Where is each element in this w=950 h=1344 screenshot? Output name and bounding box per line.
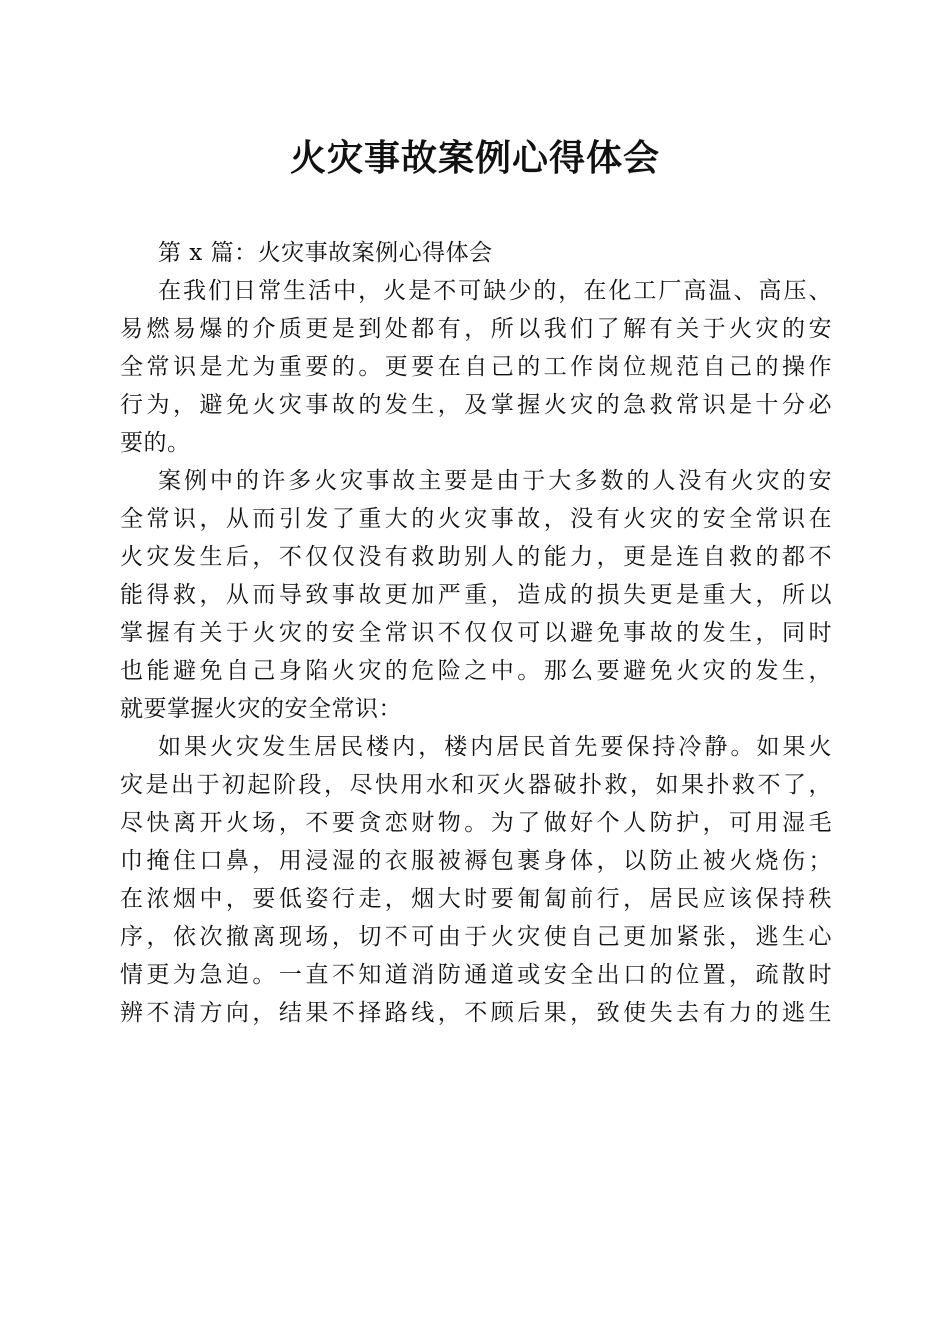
text-line: 全常识，从而引发了重大的火灾事故，没有火灾的安全常识在 — [120, 506, 832, 532]
text-line: 能得救，从而导致事故更加严重，造成的损失更是重大，所以 — [120, 582, 832, 608]
text-line: 如果火灾发生居民楼内，楼内居民首先要保持冷静。如果火 — [158, 734, 832, 760]
text-line: 掌握有关于火灾的安全常识不仅仅可以避免事故的发生，同时 — [120, 620, 832, 646]
text-line: 情更为急迫。一直不知道消防通道或安全出口的位置，疏散时 — [120, 962, 832, 988]
document-body — [120, 234, 832, 1032]
text-line: 灾是出于初起阶段，尽快用水和灭火器破扑救，如果扑救不了， — [120, 772, 832, 798]
text-line: 尽快离开火场，不要贪恋财物。为了做好个人防护，可用湿毛 — [120, 810, 832, 836]
text-line: 巾掩住口鼻，用浸湿的衣服被褥包裹身体，以防止被火烧伤； — [120, 848, 832, 874]
text-line: 行为，避免火灾事故的发生，及掌握火灾的急救常识是十分必 — [120, 392, 832, 418]
text-line: 序，依次撤离现场，切不可由于火灾使自己更加紧张，逃生心 — [120, 924, 832, 950]
text-line: 也能避免自己身陷火灾的危险之中。那么要避免火灾的发生， — [120, 658, 832, 684]
text-line: 易燃易爆的介质更是到处都有，所以我们了解有关于火灾的安 — [120, 316, 832, 342]
text-line: 辨不清方向，结果不择路线，不顾后果，致使失去有力的逃生 — [120, 1000, 832, 1026]
text-line: 要的。 — [120, 430, 191, 456]
document-title: 火灾事故案例心得体会 — [289, 137, 660, 179]
text-line: 就要掌握火灾的安全常识： — [120, 696, 402, 722]
text-line: 全常识是尤为重要的。更要在自己的工作岗位规范自己的操作 — [120, 354, 832, 380]
text-line: 在浓烟中，要低姿行走，烟大时要匍匐前行，居民应该保持秩 — [120, 886, 832, 912]
text-line: 案例中的许多火灾事故主要是由于大多数的人没有火灾的安 — [158, 468, 832, 494]
text-line: 第 x 篇：火灾事故案例心得体会 — [158, 240, 493, 266]
text-line: 在我们日常生活中，火是不可缺少的，在化工厂高温、高压、 — [158, 278, 832, 304]
text-line: 火灾发生后，不仅仅没有救助别人的能力，更是连自救的都不 — [120, 544, 832, 570]
